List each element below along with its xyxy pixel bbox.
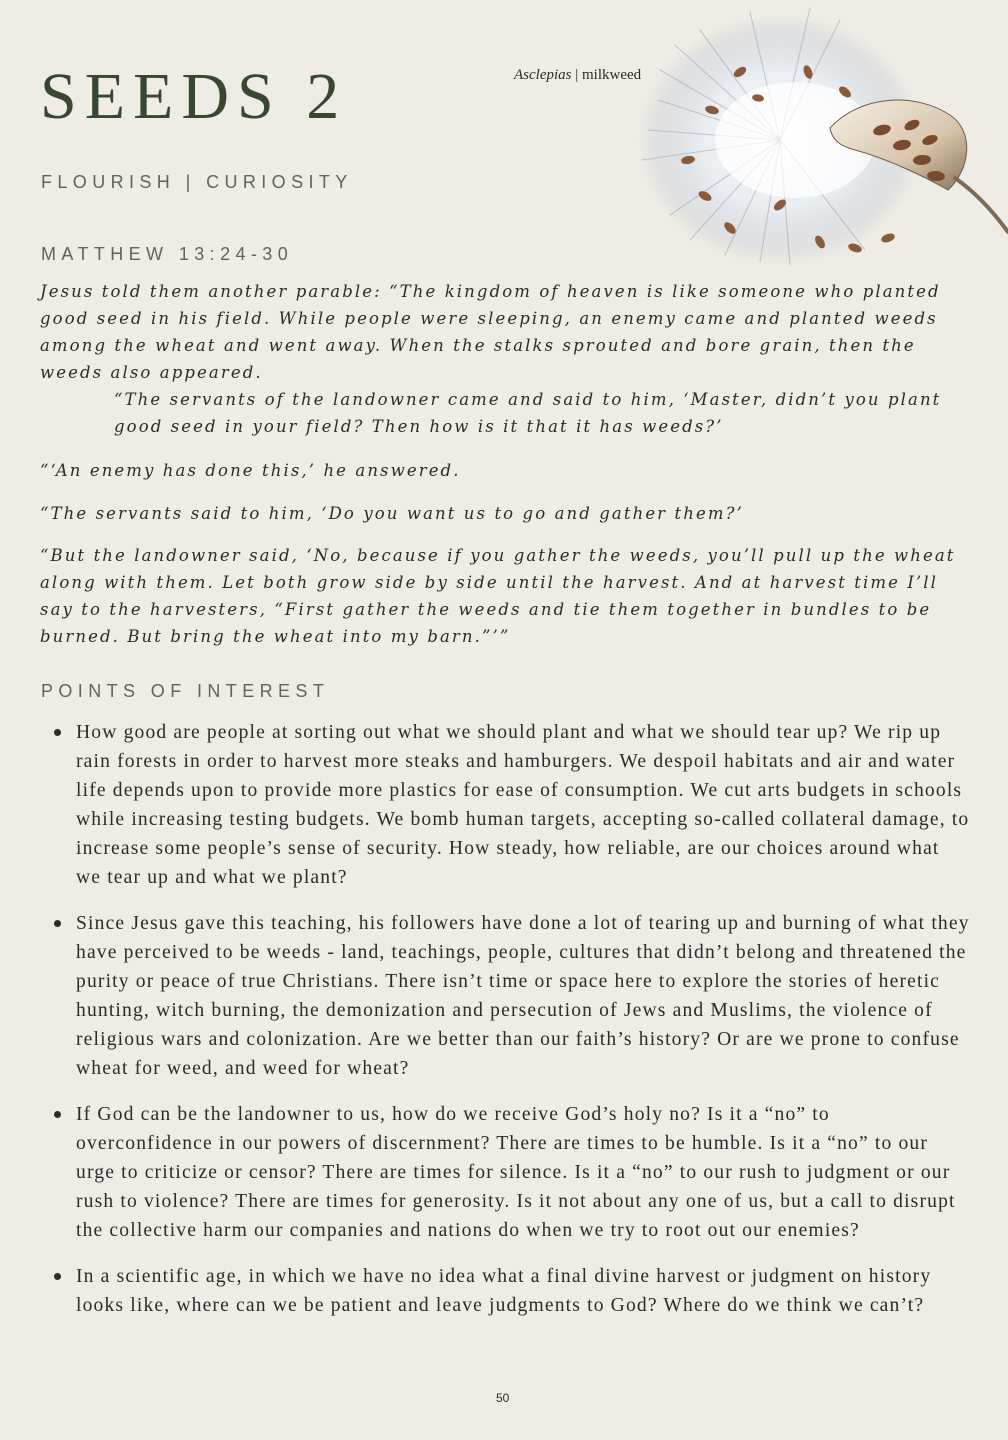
scripture-paragraph-3: “‘An enemy has done this,’ he answered. — [40, 461, 461, 480]
bullet-icon — [54, 1273, 61, 1280]
points-list — [52, 718, 970, 1337]
list-item-text: In a scientific age, in which we have no idea what a final divine harvest or judgment on history looks like, where can we be patient and leave judgments to God? Where do we think we can’t? — [76, 1266, 932, 1316]
bullet-icon — [54, 729, 61, 736]
image-caption-genus: Asclepias — [514, 67, 572, 83]
scripture-paragraph-4: “The servants said to him, ‘Do you want us to go and gather them?’ — [40, 504, 744, 523]
scripture-paragraph-2: “The servants of the landowner came and said to him, ‘Master, didn’t you plant good seed in your field? Then how is it that it has weeds?’ — [114, 390, 942, 436]
list-item — [52, 1262, 970, 1320]
bullet-icon — [54, 920, 61, 927]
pod-stem — [955, 178, 1008, 232]
list-item — [52, 718, 970, 892]
scripture-heading: MATTHEW 13:24-30 — [41, 244, 294, 264]
image-caption — [514, 67, 641, 84]
page-subtitle: FLOURISH | CURIOSITY — [41, 172, 353, 192]
image-caption-common-name: | milkweed — [571, 67, 642, 83]
page-title: SEEDS 2 — [40, 60, 348, 133]
points-heading: POINTS OF INTEREST — [41, 681, 330, 701]
list-item — [52, 909, 970, 1083]
scripture-paragraph-1: Jesus told them another parable: “The kingdom of heaven is like someone who planted good seed in his field. While people were sleeping, an enemy came and planted weeds among the wheat and went away. When the stalks sprouted and bore grain, then the weeds also appeared. — [40, 282, 941, 382]
milkweed-seed-pod-illustration — [630, 0, 1008, 275]
list-item-text: How good are people at sorting out what we should plant and what we should tear up? We rip up rain forests in order to harvest more steaks and hamburgers. We despoil habitats and air and water life depends upon to provide more plastics for ease of consumption. We cut arts budgets in schools while increasing testing budgets. We bomb human targets, accepting so-called collateral damage, to increase some people’s sense of security. How steady, how reliable, are our choices around what we tear up and what we plant? — [76, 722, 970, 888]
list-item-text: Since Jesus gave this teaching, his followers have done a lot of tearing up and burning of what they have perceived to be weeds - land, teachings, people, cultures that didn’t belong and threatened the purity or peace of true Christians. There isn’t time or space here to explore the stories of heretic hunting, witch burning, the demonization and persecution of Jews and Muslims, the violence of religious wars and colonization. Are we better than our faith’s history? Or are we prone to confuse wheat for weed, and weed for wheat? — [76, 913, 970, 1079]
scripture-paragraph-5: “But the landowner said, ‘No, because if you gather the weeds, you’ll pull up the wheat along with them. Let both grow side by side until the harvest. And at harvest time I’ll say to the harvesters, “First gather the weeds and tie them together in bundles to be burned. But bring the wheat into my barn.”’” — [40, 546, 956, 646]
list-item — [52, 1100, 970, 1245]
page-number: 50 — [496, 1391, 510, 1405]
bullet-icon — [54, 1111, 61, 1118]
list-item-text: If God can be the landowner to us, how do we receive God’s holy no? Is it a “no” to overconfidence in our powers of discernment? There are times to be humble. Is it a “no” to our urge to criticize or censor? There are times for silence. Is it a “no” to our rush to judgment or our rush to violence? There are times for generosity. Is it not about any one of us, but a call to disrupt the collective harm our companies and nations do when we try to root out our enemies? — [76, 1104, 956, 1241]
